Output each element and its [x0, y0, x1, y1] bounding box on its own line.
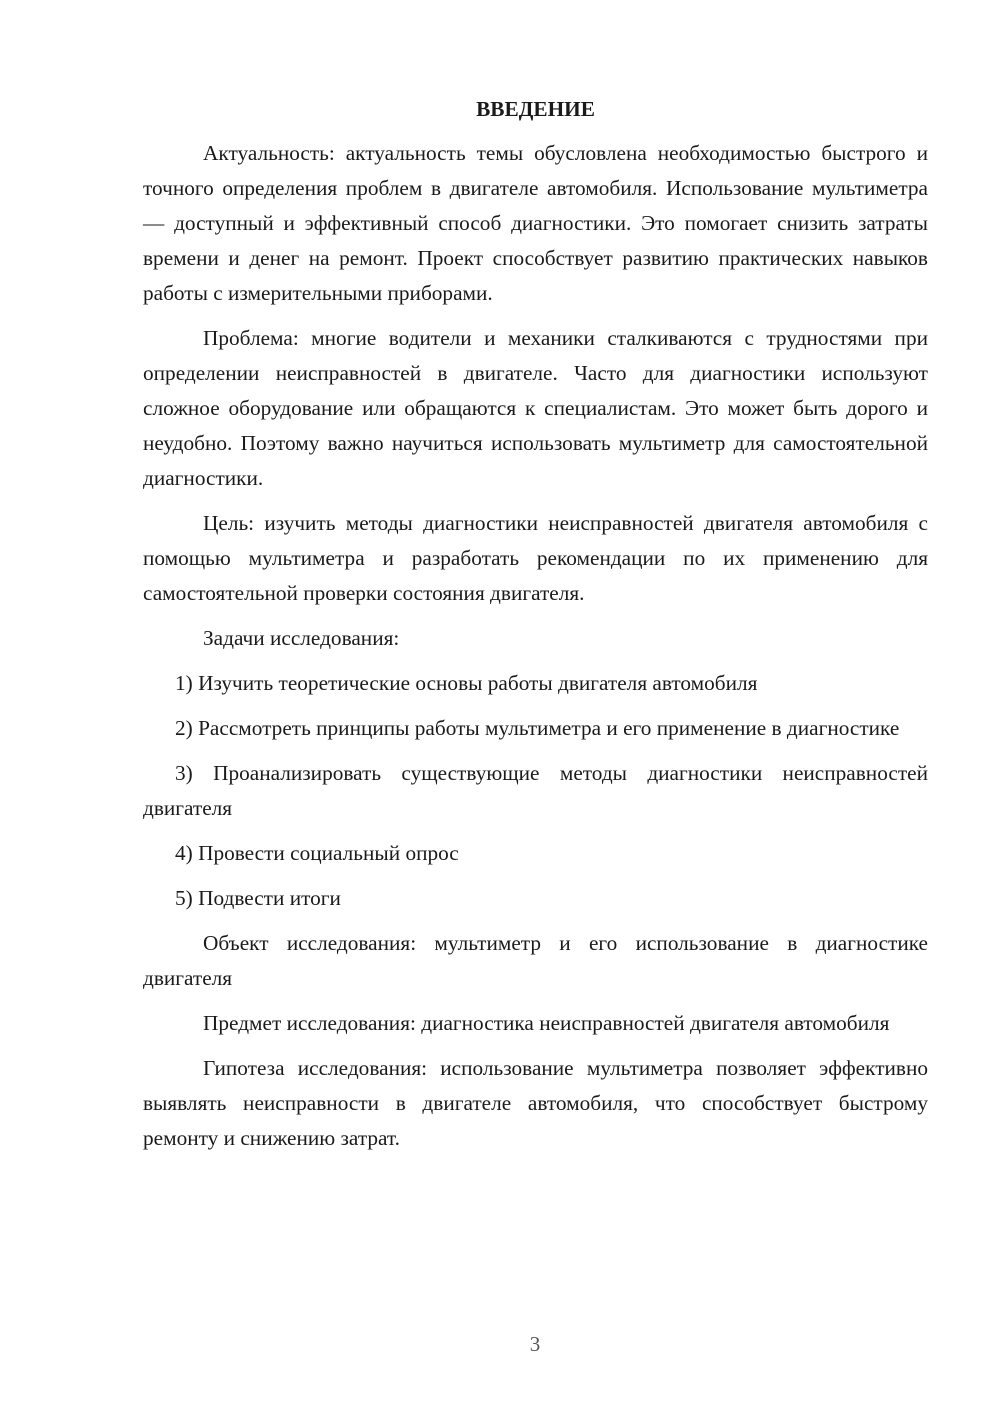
- task-item-2: 2) Рассмотреть принципы работы мультиметра и его применение в диагностике: [175, 716, 900, 740]
- subject-paragraph: Предмет исследования: диагностика неисправностей двигателя автомобиля: [203, 1011, 890, 1035]
- task-item-1: 1) Изучить теоретические основы работы двигателя автомобиля: [175, 671, 758, 695]
- task-item-4: 4) Провести социальный опрос: [175, 841, 459, 865]
- relevance-paragraph: Актуальность: актуальность темы обусловлена необходимостью быстрого и точного определения проблем в двигателе автомобиля. Использование мультиметра — доступный и эффективный способ диагностики. Это помогает снизить затраты времени и денег на ремонт. Проект способствует развитию практических навыков работы с измерительными приборами.: [143, 141, 928, 305]
- task-item-5: 5) Подвести итоги: [175, 886, 341, 910]
- goal-paragraph: Цель: изучить методы диагностики неисправностей двигателя автомобиля с помощью мультиметра и разработать рекомендации по их применению для самостоятельной проверки состояния двигателя.: [143, 511, 928, 605]
- problem-paragraph: Проблема: многие водители и механики сталкиваются с трудностями при определении неисправностей в двигателе. Часто для диагностики используют сложное оборудование или обращаются к специалистам. Это может быть дорого и неудобно. Поэтому важно научиться использовать мультиметр для самостоятельной диагностики.: [143, 326, 928, 490]
- object-paragraph: Объект исследования: мультиметр и его использование в диагностике двигателя: [143, 931, 928, 990]
- document-page: [143, 92, 928, 1166]
- page-number: 3: [529, 1332, 541, 1356]
- tasks-title: Задачи исследования:: [203, 626, 400, 650]
- hypothesis-paragraph: Гипотеза исследования: использование мультиметра позволяет эффективно выявлять неисправности в двигателе автомобиля, что способствует быстрому ремонту и снижению затрат.: [143, 1056, 928, 1150]
- section-heading: ВВЕДЕНИЕ: [476, 97, 595, 121]
- task-item-3: 3) Проанализировать существующие методы диагностики неисправностей двигателя: [143, 761, 928, 820]
